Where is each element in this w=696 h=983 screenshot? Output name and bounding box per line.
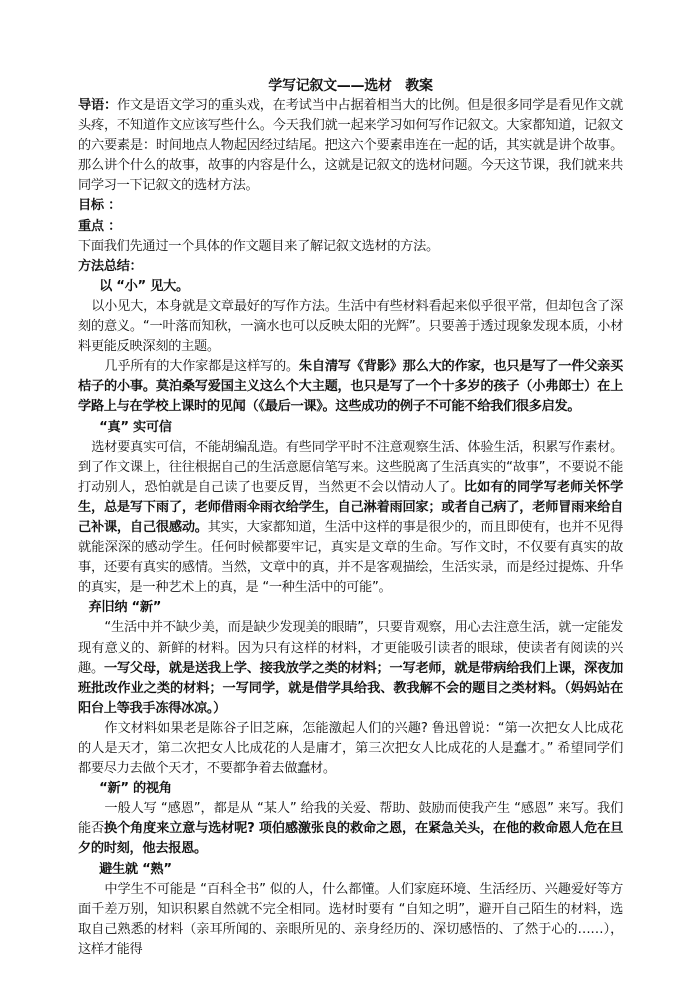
section-2-p1-plain: 选材要真实可信，不能胡编乱造。有些同学平时不注意观察生活、体验生活，积累写作素材。到了作文课上，往往根据自己的生活意愿信笔写来。这些脱离了生活真实的“故事”，不要说不能打动别人，恐怕就是自己读了也要反胃，当然更不会以情动人了。 xyxy=(78,439,623,495)
section-3-paragraph-2: 作文材料如果老是陈谷子旧芝麻，怎能激起人们的兴趣? 鲁迅曾说：“第一次把女人比成花的人是天才，第二次把女人比成花的人是庸才，第三次把女人比成花的人是蠢才。” 希望同学们都要尽力去做个天才，不要都争着去做蠢材。 xyxy=(78,720,623,777)
section-1-paragraph-1: 以小见大，本身就是文章最好的写作方法。生活中有些材料看起来似乎很平常，但却包含了深刻的意义。“一叶落而知秋，一滴水也可以反映太阳的光辉”。只要善于透过现象发现本质，小材料更能反映深刻的主题。 xyxy=(78,298,623,355)
section-2-heading: “真” 实可信 xyxy=(99,419,172,435)
goal-heading: 目标 ： xyxy=(78,198,121,214)
section-4-heading: “新” 的视角 xyxy=(99,781,172,797)
key-heading: 重点 ： xyxy=(78,218,121,234)
method-heading: 方法总结： xyxy=(78,258,143,274)
section-2-p1-bold: 比如有的同学写老师关怀学生，总是写下雨了，老师借雨伞雨衣给学生，自己淋着雨回家；或者自己病了，老师冒雨来给自己补课，自己很感动。 xyxy=(78,479,623,535)
section-3-heading: 弃旧纳 “新” xyxy=(88,600,162,616)
section-3-p1-bold: 一写父母，就是送我上学、接我放学之类的材料；一写老师，就是带病给我们上课，深夜加班批改作业之类的材料；一写同学，就是借学具给我、教我解不会的题目之类材料。（妈妈站在阳台上等我手冻得冰凉。） xyxy=(78,660,624,716)
intro-label: 导语： xyxy=(78,98,117,113)
key-text: 下面我们先通过一个具体的作文题目来了解记叙文选材的方法。 xyxy=(78,238,439,254)
section-1-paragraph-2 xyxy=(78,357,623,417)
document-page xyxy=(78,76,623,960)
section-1-heading: 以 “小” 见大。 xyxy=(99,278,189,294)
section-4-paragraph-1 xyxy=(78,799,623,859)
section-3-paragraph-1 xyxy=(78,618,623,718)
section-5-paragraph-1: 中学生不可能是 “百科全书” 似的人，什么都懂。人们家庭环境、生活经历、兴趣爱好等方面千差万别，知识积累自然就不完全相同。选材时要有 “自知之明”，避开自己陌生的材料，选取自己熟悉的材料（亲耳所闻的、亲眼所见的、亲身经历的、深切感悟的、了然于心的……），这样才能得 xyxy=(78,881,623,957)
intro-text: 作文是语文学习的重头戏，在考试当中占据着相当大的比例。但是很多同学是看见作文就头疼，不知道作文应该写些什么。今天我们就一起来学习如何写作记叙文。大家都知道，记叙文的六要素是：时间地点人物起因经过结尾。把这六个要素串连在一起的话，其实就是讲个故事。那么讲个什么的故事，故事的内容是什么，这就是记叙文的选材问题。今天这节课，我们就来共同学习一下记叙文的选材方法。 xyxy=(78,98,623,194)
section-1-p2-bold: 朱自清写《背影》那么大的作家，也只是写了一件父亲买桔子的小事。莫泊桑写爱国主义这么个大主题，也只是写了一个十多岁的孩子（小弗郎士）在上学路上与在学校上课时的见闻（《最后一课》。这些成功的例子不可能不给我们很多启发。 xyxy=(78,359,624,415)
page-title: 学写记叙文——选材 教案 xyxy=(268,78,433,94)
section-1-p2-plain: 几乎所有的大作家都是这样写的。 xyxy=(104,359,299,375)
section-2-p1-tail: 其实，大家都知道，生活中这样的事是很少的，而且即使有，也并不见得就能深深的感动学生。任何时候都要牢记，真实是文章的生命。写作文时，不仅要有真实的故事，还要有真实的感情。当然，文章中的真，并不是客观描绘，生活实录，而是经过提炼、升华的真实，是一种艺术上的真，是 “一种生活中的可能”。 xyxy=(78,519,623,596)
intro-paragraph xyxy=(78,96,623,196)
section-5-heading: 避生就 “熟” xyxy=(99,861,172,877)
section-2-paragraph-1 xyxy=(78,438,623,599)
section-4-p1-bold: 换个角度来立意与选材呢? 项伯感激张良的救命之恩，在紧急关头，在他的救命恩人危在旦夕的时刻，他去报恩。 xyxy=(78,821,623,857)
section-4-p1-plain: 一般人写 “感恩”，都是从 “某人” 给我的关爱、帮助、鼓励而使我产生 “感恩” 来写。我们能否 xyxy=(78,801,623,837)
section-3-p1-plain: “生活中并不缺少美，而是缺少发现美的眼睛”，只要肯观察，用心去注意生活，就一定能发现有意义的、新鲜的材料。因为只有这样的材料，才更能吸引读者的眼球，使读者有阅读的兴趣。 xyxy=(78,620,623,676)
